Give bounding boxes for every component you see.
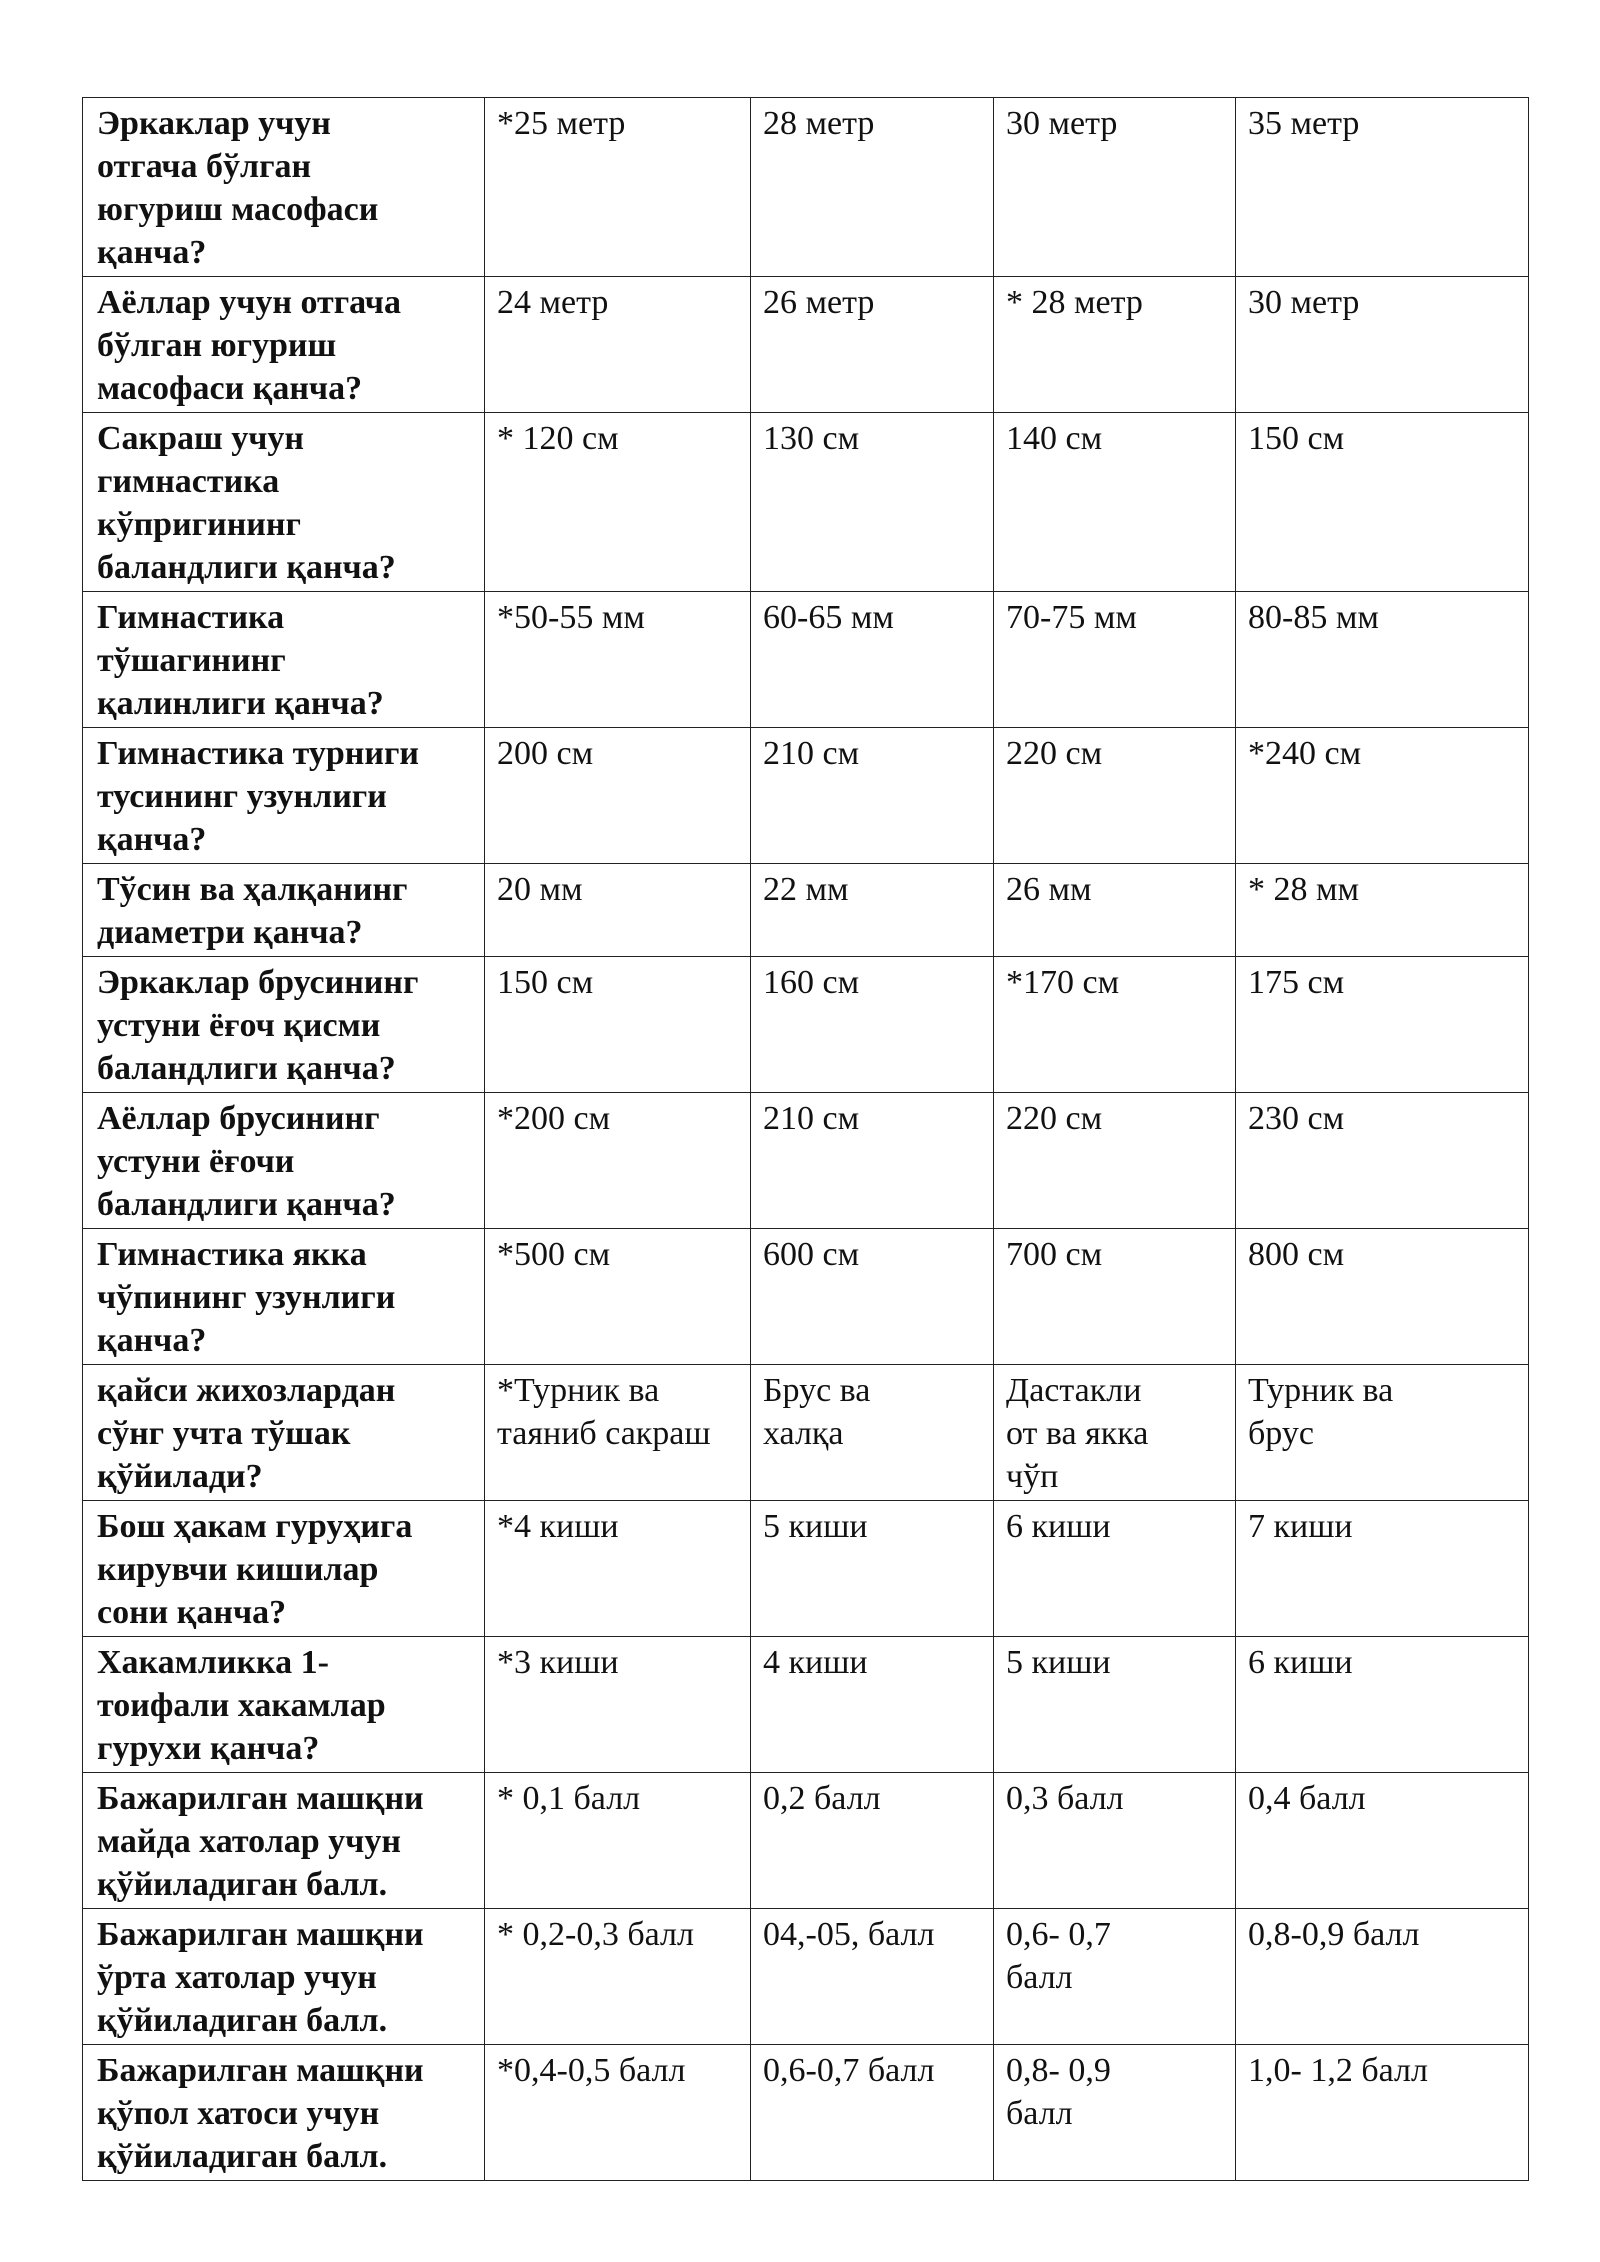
answer-a-cell: *500 см bbox=[485, 1229, 751, 1365]
answer-c-cell: Дастакли от ва якка чўп bbox=[994, 1365, 1236, 1501]
answer-b-cell: 210 см bbox=[751, 728, 994, 864]
answer-a-cell: *Турник ва таяниб сакраш bbox=[485, 1365, 751, 1501]
answer-a-cell: 24 метр bbox=[485, 277, 751, 413]
answer-c-cell: * 28 метр bbox=[994, 277, 1236, 413]
answer-c-cell: 26 мм bbox=[994, 864, 1236, 957]
table-row bbox=[83, 1093, 1529, 1229]
table-row bbox=[83, 592, 1529, 728]
table-row bbox=[83, 1229, 1529, 1365]
answer-d-cell: Турник ва брус bbox=[1236, 1365, 1529, 1501]
answer-c-cell: 0,3 балл bbox=[994, 1773, 1236, 1909]
answer-c-cell: 140 см bbox=[994, 413, 1236, 592]
answer-d-cell: 35 метр bbox=[1236, 98, 1529, 277]
question-cell: Сакраш учун гимнастика кўпригининг баландлиги қанча? bbox=[83, 413, 485, 592]
answer-b-cell: 600 см bbox=[751, 1229, 994, 1365]
answer-a-cell: * 120 см bbox=[485, 413, 751, 592]
answer-a-cell: *25 метр bbox=[485, 98, 751, 277]
answer-b-cell: 04,-05, балл bbox=[751, 1909, 994, 2045]
table-row bbox=[83, 2045, 1529, 2181]
question-cell: Эркаклар учун отгача бўлган югуриш масофаси қанча? bbox=[83, 98, 485, 277]
answer-d-cell: * 28 мм bbox=[1236, 864, 1529, 957]
answer-b-cell: 0,2 балл bbox=[751, 1773, 994, 1909]
answer-c-cell: 0,8- 0,9 балл bbox=[994, 2045, 1236, 2181]
answer-d-cell: 0,4 балл bbox=[1236, 1773, 1529, 1909]
answer-d-cell: 1,0- 1,2 балл bbox=[1236, 2045, 1529, 2181]
question-cell: Гимнастика тўшагининг қалинлиги қанча? bbox=[83, 592, 485, 728]
answer-a-cell: 200 см bbox=[485, 728, 751, 864]
answer-c-cell: 5 киши bbox=[994, 1637, 1236, 1773]
table-row bbox=[83, 1365, 1529, 1501]
answer-a-cell: * 0,1 балл bbox=[485, 1773, 751, 1909]
answer-a-cell: *3 киши bbox=[485, 1637, 751, 1773]
answer-d-cell: 80-85 мм bbox=[1236, 592, 1529, 728]
question-cell: Тўсин ва ҳалқанинг диаметри қанча? bbox=[83, 864, 485, 957]
quiz-page bbox=[82, 97, 1528, 2181]
answer-a-cell: *4 киши bbox=[485, 1501, 751, 1637]
table-row bbox=[83, 864, 1529, 957]
table-row bbox=[83, 413, 1529, 592]
answer-b-cell: 28 метр bbox=[751, 98, 994, 277]
answer-b-cell: 5 киши bbox=[751, 1501, 994, 1637]
answer-b-cell: 26 метр bbox=[751, 277, 994, 413]
answer-c-cell: 0,6- 0,7 балл bbox=[994, 1909, 1236, 2045]
answer-d-cell: 0,8-0,9 балл bbox=[1236, 1909, 1529, 2045]
answer-c-cell: *170 см bbox=[994, 957, 1236, 1093]
answer-d-cell: 230 см bbox=[1236, 1093, 1529, 1229]
answer-d-cell: 7 киши bbox=[1236, 1501, 1529, 1637]
quiz-table bbox=[82, 97, 1529, 2181]
table-row bbox=[83, 1501, 1529, 1637]
answer-b-cell: Брус ва халқа bbox=[751, 1365, 994, 1501]
answer-b-cell: 130 см bbox=[751, 413, 994, 592]
question-cell: Бажарилган машқни ўрта хатолар учун қўйиладиган балл. bbox=[83, 1909, 485, 2045]
answer-b-cell: 0,6-0,7 балл bbox=[751, 2045, 994, 2181]
question-cell: Аёллар брусининг устуни ёғочи баландлиги қанча? bbox=[83, 1093, 485, 1229]
table-row bbox=[83, 1637, 1529, 1773]
answer-b-cell: 22 мм bbox=[751, 864, 994, 957]
answer-c-cell: 220 см bbox=[994, 1093, 1236, 1229]
question-cell: Хакамликка 1- тоифали хакамлар гурухи қанча? bbox=[83, 1637, 485, 1773]
table-row bbox=[83, 728, 1529, 864]
answer-d-cell: 30 метр bbox=[1236, 277, 1529, 413]
question-cell: Бош ҳакам гуруҳига кирувчи кишилар сони қанча? bbox=[83, 1501, 485, 1637]
answer-c-cell: 220 см bbox=[994, 728, 1236, 864]
answer-a-cell: * 0,2-0,3 балл bbox=[485, 1909, 751, 2045]
answer-b-cell: 160 см bbox=[751, 957, 994, 1093]
answer-a-cell: 20 мм bbox=[485, 864, 751, 957]
answer-c-cell: 70-75 мм bbox=[994, 592, 1236, 728]
answer-c-cell: 30 метр bbox=[994, 98, 1236, 277]
quiz-table-body bbox=[83, 98, 1529, 2181]
answer-a-cell: *50-55 мм bbox=[485, 592, 751, 728]
answer-d-cell: 800 см bbox=[1236, 1229, 1529, 1365]
answer-c-cell: 6 киши bbox=[994, 1501, 1236, 1637]
answer-d-cell: 6 киши bbox=[1236, 1637, 1529, 1773]
answer-d-cell: 150 см bbox=[1236, 413, 1529, 592]
table-row bbox=[83, 1773, 1529, 1909]
answer-a-cell: 150 см bbox=[485, 957, 751, 1093]
question-cell: Гимнастика якка чўпининг узунлиги қанча? bbox=[83, 1229, 485, 1365]
question-cell: Эркаклар брусининг устуни ёғоч қисми баландлиги қанча? bbox=[83, 957, 485, 1093]
answer-c-cell: 700 см bbox=[994, 1229, 1236, 1365]
answer-a-cell: *0,4-0,5 балл bbox=[485, 2045, 751, 2181]
question-cell: Гимнастика турниги тусининг узунлиги қанча? bbox=[83, 728, 485, 864]
question-cell: Бажарилган машқни майда хатолар учун қўйиладиган балл. bbox=[83, 1773, 485, 1909]
question-cell: Бажарилган машқни қўпол хатоси учун қўйиладиган балл. bbox=[83, 2045, 485, 2181]
answer-b-cell: 210 см bbox=[751, 1093, 994, 1229]
answer-b-cell: 4 киши bbox=[751, 1637, 994, 1773]
table-row bbox=[83, 957, 1529, 1093]
table-row bbox=[83, 98, 1529, 277]
answer-b-cell: 60-65 мм bbox=[751, 592, 994, 728]
question-cell: қайси жихозлардан сўнг учта тўшак қўйилади? bbox=[83, 1365, 485, 1501]
table-row bbox=[83, 277, 1529, 413]
answer-d-cell: *240 см bbox=[1236, 728, 1529, 864]
question-cell: Аёллар учун отгача бўлган югуриш масофаси қанча? bbox=[83, 277, 485, 413]
answer-a-cell: *200 см bbox=[485, 1093, 751, 1229]
table-row bbox=[83, 1909, 1529, 2045]
answer-d-cell: 175 см bbox=[1236, 957, 1529, 1093]
